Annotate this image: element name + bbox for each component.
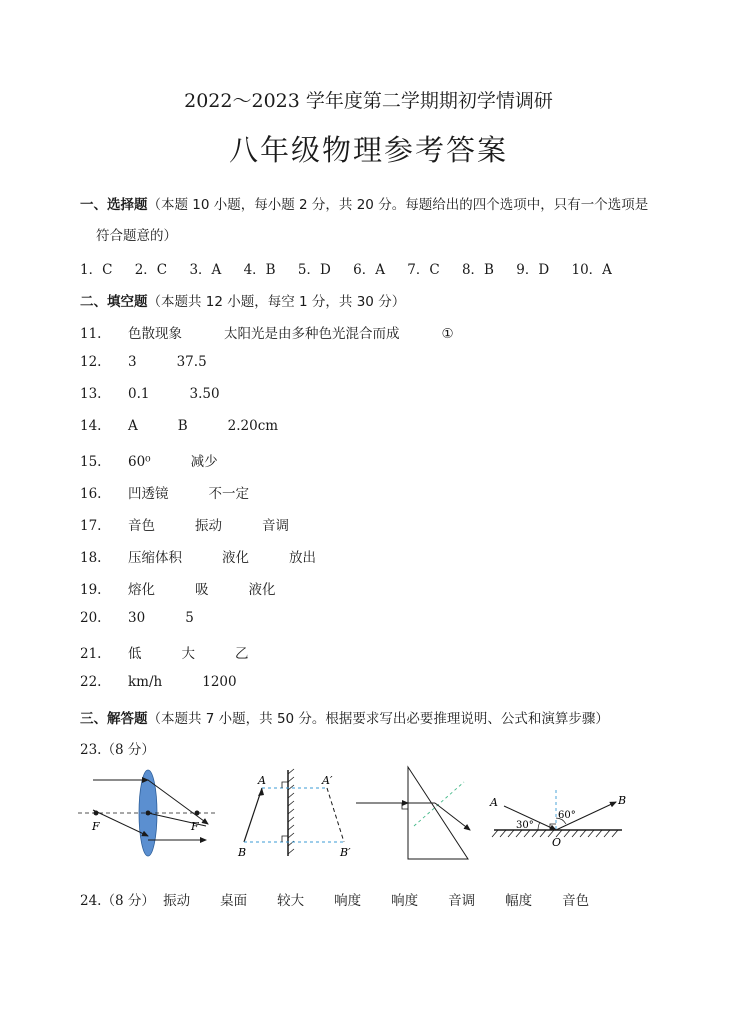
right-angle-top bbox=[282, 782, 288, 788]
q24-answer: 较大 bbox=[277, 893, 305, 909]
fill-in-answer: 乙 bbox=[235, 646, 249, 662]
angle-arc-30 bbox=[538, 822, 540, 830]
fill-in-answer: 振动 bbox=[195, 518, 222, 534]
question-number: 14. bbox=[80, 418, 102, 434]
fill-in-answer: A bbox=[128, 418, 138, 434]
fill-in-answer: 37.5 bbox=[176, 354, 207, 370]
q24-answer: 响度 bbox=[334, 893, 362, 909]
label-b-prime: B′ bbox=[340, 846, 351, 859]
fill-in-answer: 音色 bbox=[128, 518, 155, 534]
fill-in-row bbox=[80, 674, 277, 690]
fill-in-answer: 太阳光是由多种色光混合而成 bbox=[224, 326, 400, 342]
label-a: A bbox=[258, 774, 266, 787]
section1-note-line1: （本题 10 小题，每小题 2 分，共 20 分。每题给出的四个选项中，只有一个选项是 bbox=[147, 197, 649, 213]
question-number: 13. bbox=[80, 386, 102, 402]
mirror-hatching bbox=[288, 769, 294, 854]
fill-in-answer: ① bbox=[441, 326, 454, 342]
choice-answer: 7．C bbox=[407, 262, 440, 278]
glass-prism bbox=[408, 767, 468, 859]
fill-in-answer: 3 bbox=[128, 354, 137, 370]
fill-in-answer: 5 bbox=[185, 610, 194, 626]
fill-in-answer: 色散现象 bbox=[128, 326, 182, 342]
fill-in-answer: 熔化 bbox=[128, 582, 155, 598]
label-o: O bbox=[552, 836, 562, 849]
question-24-line bbox=[80, 889, 589, 909]
fill-in-answer: 液化 bbox=[248, 582, 276, 598]
q24-answer: 幅度 bbox=[505, 893, 533, 909]
question-number: 15. bbox=[80, 454, 102, 470]
question-number: 16. bbox=[80, 486, 102, 502]
section3-title: 三、解答题 bbox=[80, 711, 148, 727]
fill-in-answer: 吸 bbox=[195, 582, 209, 598]
fill-in-answer: 音调 bbox=[262, 518, 289, 534]
fill-in-row bbox=[80, 642, 289, 662]
right-angle-bottom bbox=[282, 836, 288, 842]
fill-in-row bbox=[80, 354, 247, 370]
question-24-answers bbox=[159, 893, 589, 909]
section3-note: （本题共 7 小题，共 50 分。根据要求写出必要推理说明、公式和演算步骤） bbox=[147, 711, 609, 727]
fill-in-answer: 低 bbox=[128, 646, 142, 662]
section2-heading bbox=[80, 290, 405, 310]
fill-in-answer: 60⁰ bbox=[128, 454, 151, 470]
image-ab bbox=[327, 788, 344, 842]
fill-in-answer: 大 bbox=[181, 646, 195, 662]
question-number: 20. bbox=[80, 610, 102, 626]
fill-in-row bbox=[80, 322, 496, 342]
fill-in-row bbox=[80, 450, 258, 470]
right-angle-mark bbox=[402, 803, 408, 809]
fill-in-row bbox=[80, 386, 260, 402]
fill-in-answer: 液化 bbox=[222, 550, 249, 566]
fill-in-answer: 1200 bbox=[202, 674, 237, 690]
choice-answer: 9．D bbox=[516, 262, 550, 278]
fill-in-answer: 0.1 bbox=[128, 386, 150, 402]
fill-in-answer: 不一定 bbox=[208, 486, 249, 502]
lens-ray-diagram bbox=[78, 768, 218, 858]
fill-in-answer: 2.20cm bbox=[227, 418, 279, 434]
q24-answer: 音色 bbox=[562, 893, 590, 909]
question-number: 12. bbox=[80, 354, 102, 370]
section3-heading bbox=[80, 707, 609, 727]
question-number: 19. bbox=[80, 582, 102, 598]
fill-in-row bbox=[80, 546, 356, 566]
question-24-label: 24.（8 分） bbox=[80, 893, 155, 909]
fill-in-answer: B bbox=[177, 418, 188, 434]
choice-answer: 2．C bbox=[134, 262, 168, 278]
choice-answer: 8．B bbox=[461, 262, 494, 278]
angle-label-60: 60° bbox=[558, 810, 576, 821]
q24-answer: 振动 bbox=[163, 893, 191, 909]
choice-answer: 6．A bbox=[353, 262, 385, 278]
question-number: 11. bbox=[80, 326, 102, 342]
q24-answer: 音调 bbox=[448, 893, 476, 909]
fill-in-answer: 凹透镜 bbox=[128, 486, 169, 502]
section1-note-line2: 符合题意的） bbox=[96, 228, 177, 244]
plane-mirror-diagram bbox=[232, 768, 362, 860]
section1-title: 一、选择题 bbox=[80, 197, 148, 213]
question-number: 21. bbox=[80, 646, 102, 662]
focus-label-left: F bbox=[92, 820, 100, 833]
q24-answer: 响度 bbox=[391, 893, 419, 909]
fill-in-row bbox=[80, 610, 234, 626]
fill-in-row bbox=[80, 514, 329, 534]
section2-note: （本题共 12 小题，每空 1 分，共 30 分） bbox=[147, 294, 406, 310]
section2-title: 二、填空题 bbox=[80, 294, 148, 310]
label-a: A bbox=[490, 796, 498, 809]
choice-answer: 5．D bbox=[297, 262, 331, 278]
choice-answer: 10．A bbox=[571, 262, 612, 278]
label-a-prime: A′ bbox=[322, 774, 333, 787]
focus-label-right: F bbox=[191, 820, 199, 833]
object-ab bbox=[244, 788, 262, 842]
reflection-diagram bbox=[486, 784, 628, 854]
label-b: B bbox=[618, 794, 627, 807]
fill-in-answer: 3.50 bbox=[189, 386, 220, 402]
prism-refraction-diagram bbox=[352, 764, 474, 862]
fill-in-answer: 放出 bbox=[289, 550, 316, 566]
question-number: 22. bbox=[80, 674, 102, 690]
question-number: 17. bbox=[80, 518, 102, 534]
fill-in-answer: 压缩体积 bbox=[128, 550, 182, 566]
fill-in-row bbox=[80, 482, 289, 502]
label-b: B bbox=[238, 846, 247, 859]
choice-answer: 1．C bbox=[80, 262, 113, 278]
answer-key-title: 八年级物理参考答案 bbox=[228, 133, 508, 167]
question-23-label: 23.（8 分） bbox=[80, 742, 155, 758]
q24-answer: 桌面 bbox=[220, 893, 248, 909]
fill-in-answer: km/h bbox=[128, 674, 163, 690]
choice-answer: 3．A bbox=[189, 262, 222, 278]
fill-in-row bbox=[80, 418, 318, 434]
choice-answer: 4．B bbox=[243, 262, 276, 278]
angle-label-30: 30° bbox=[516, 820, 534, 831]
fill-in-answer: 30 bbox=[128, 610, 146, 626]
question-number: 18. bbox=[80, 550, 102, 566]
fill-in-row bbox=[80, 578, 316, 598]
exam-title: 2022～2023 学年度第二学期期初学情调研 bbox=[184, 90, 553, 112]
section1-note-continued bbox=[96, 224, 177, 244]
choice-answers bbox=[80, 258, 612, 278]
fill-in-answer: 减少 bbox=[190, 454, 218, 470]
section1-heading bbox=[80, 193, 648, 213]
